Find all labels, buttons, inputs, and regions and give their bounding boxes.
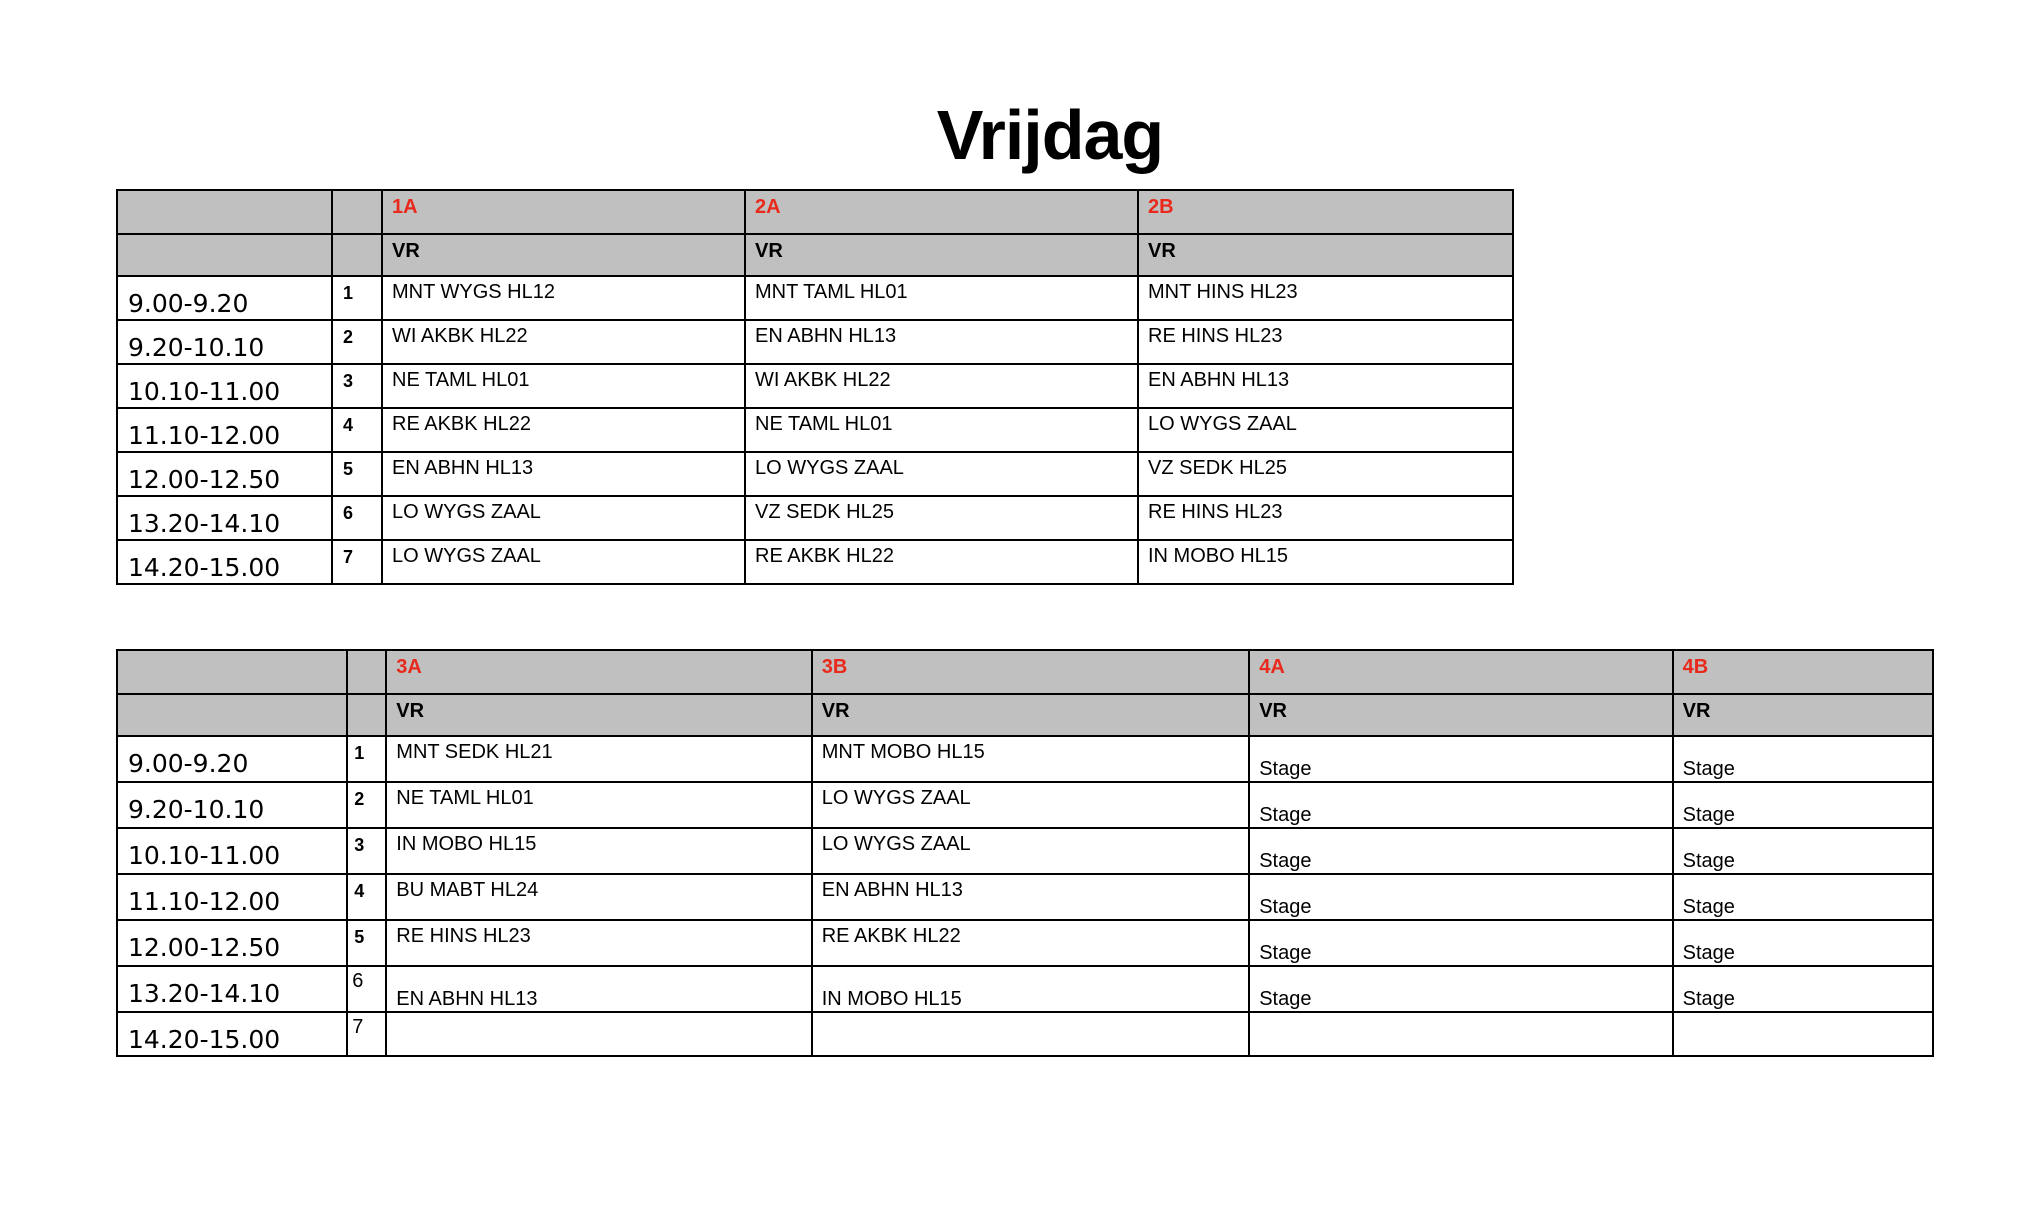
lesson-cell: LO WYGS ZAAL	[755, 457, 904, 479]
time-slot: 14.20-15.00	[128, 553, 281, 582]
lesson-cell: MNT WYGS HL12	[392, 281, 555, 303]
time-slot: 10.10-11.00	[128, 841, 281, 870]
lesson-cell: Stage	[1682, 804, 1735, 826]
subheader-label: VR	[1148, 240, 1176, 262]
time-slot: 10.10-11.00	[128, 377, 281, 406]
period-number: 1	[343, 283, 354, 303]
subheader-label: VR	[1682, 700, 1711, 722]
period-number: 4	[343, 415, 354, 435]
lesson-cell: MNT MOBO HL15	[821, 741, 985, 763]
lesson-cell: MNT SEDK HL21	[396, 741, 553, 763]
lesson-cell: BU MABT HL24	[396, 879, 539, 901]
time-slot: 9.00-9.20	[128, 749, 249, 778]
lesson-cell: Stage	[1259, 804, 1312, 826]
lesson-cell: RE AKBK HL22	[821, 925, 961, 947]
class-header-row	[117, 190, 1513, 234]
lesson-cell	[813, 1013, 1248, 1017]
time-slot: 9.20-10.10	[128, 795, 265, 824]
lesson-cell: EN ABHN HL13	[821, 879, 963, 901]
period-number: 7	[352, 1016, 364, 1038]
lesson-cell: IN MOBO HL15	[1148, 545, 1289, 567]
class-label: 4A	[1259, 656, 1285, 678]
page-title: Vrijdag	[936, 96, 1164, 174]
lesson-cell	[1674, 1013, 1932, 1017]
lesson-cell: MNT TAML HL01	[755, 281, 908, 303]
lesson-cell: Stage	[1259, 850, 1312, 872]
lesson-cell	[1250, 1013, 1671, 1017]
subheader-label: VR	[392, 240, 420, 262]
table-row	[117, 736, 1933, 782]
lesson-cell: VZ SEDK HL25	[1148, 457, 1287, 479]
subheader-label: VR	[755, 240, 783, 262]
table-row	[117, 966, 1933, 1012]
lesson-cell: NE TAML HL01	[396, 787, 534, 809]
lesson-cell: RE HINS HL23	[1148, 325, 1283, 347]
lesson-cell: LO WYGS ZAAL	[821, 787, 971, 809]
table-row	[117, 320, 1513, 364]
lesson-cell: IN MOBO HL15	[396, 833, 537, 855]
period-number: 7	[343, 547, 354, 567]
subheader-label: VR	[821, 700, 850, 722]
table-row	[117, 782, 1933, 828]
subheader-row	[117, 234, 1513, 276]
lesson-cell: Stage	[1259, 988, 1312, 1010]
class-label: 3A	[396, 656, 422, 678]
class-label: 4B	[1682, 656, 1709, 678]
subheader-label: VR	[396, 700, 425, 722]
lesson-cell: RE AKBK HL22	[392, 413, 531, 435]
table-row	[117, 874, 1933, 920]
lesson-cell: VZ SEDK HL25	[755, 501, 894, 523]
lesson-cell: Stage	[1682, 988, 1735, 1010]
time-slot: 13.20-14.10	[128, 509, 281, 538]
lesson-cell: Stage	[1682, 942, 1735, 964]
period-number: 6	[343, 503, 354, 523]
table-row	[117, 276, 1513, 320]
lesson-cell: LO WYGS ZAAL	[821, 833, 971, 855]
lesson-cell: EN ABHN HL13	[755, 325, 897, 347]
table-row	[117, 540, 1513, 584]
period-number: 4	[354, 881, 365, 901]
period-number: 3	[343, 371, 354, 391]
period-number: 1	[354, 743, 365, 763]
time-slot: 11.10-12.00	[128, 887, 281, 916]
table-row	[117, 1012, 1933, 1056]
lesson-cell: RE AKBK HL22	[755, 545, 894, 567]
time-slot: 11.10-12.00	[128, 421, 281, 450]
lesson-cell: Stage	[1682, 850, 1735, 872]
period-number: 6	[352, 970, 364, 992]
time-slot: 12.00-12.50	[128, 933, 281, 962]
lesson-cell: IN MOBO HL15	[821, 988, 962, 1010]
period-number: 5	[343, 459, 354, 479]
lesson-cell: LO WYGS ZAAL	[392, 501, 541, 523]
period-number: 3	[354, 835, 365, 855]
class-label: 2B	[1148, 196, 1174, 218]
class-header-row	[117, 650, 1933, 694]
time-slot: 9.20-10.10	[128, 333, 265, 362]
period-number: 2	[343, 327, 354, 347]
subheader-label: VR	[1259, 700, 1287, 722]
class-label: 1A	[392, 196, 418, 218]
table-row	[117, 408, 1513, 452]
class-label: 2A	[755, 196, 781, 218]
schedule-table-1	[116, 189, 1514, 585]
lesson-cell: EN ABHN HL13	[396, 988, 538, 1010]
lesson-cell: LO WYGS ZAAL	[1148, 413, 1297, 435]
time-slot: 13.20-14.10	[128, 979, 281, 1008]
lesson-cell: Stage	[1259, 896, 1312, 918]
lesson-cell: Stage	[1682, 896, 1735, 918]
lesson-cell: NE TAML HL01	[755, 413, 893, 435]
table-row	[117, 496, 1513, 540]
lesson-cell: NE TAML HL01	[392, 369, 530, 391]
lesson-cell: EN ABHN HL13	[1148, 369, 1290, 391]
subheader-row	[117, 694, 1933, 736]
lesson-cell: EN ABHN HL13	[392, 457, 534, 479]
table-row	[117, 452, 1513, 496]
lesson-cell: WI AKBK HL22	[755, 369, 891, 391]
time-slot: 14.20-15.00	[128, 1025, 281, 1054]
lesson-cell: MNT HINS HL23	[1148, 281, 1298, 303]
lesson-cell: WI AKBK HL22	[392, 325, 528, 347]
lesson-cell: Stage	[1682, 758, 1735, 780]
table-row	[117, 920, 1933, 966]
lesson-cell: RE HINS HL23	[396, 925, 531, 947]
time-slot: 9.00-9.20	[128, 289, 249, 318]
period-number: 5	[354, 927, 365, 947]
time-slot: 12.00-12.50	[128, 465, 281, 494]
table-row	[117, 828, 1933, 874]
table-row	[117, 364, 1513, 408]
lesson-cell: LO WYGS ZAAL	[392, 545, 541, 567]
schedule-table-2	[116, 649, 1934, 1057]
period-number: 2	[354, 789, 365, 809]
lesson-cell	[387, 1013, 810, 1017]
lesson-cell: Stage	[1259, 758, 1312, 780]
lesson-cell: Stage	[1259, 942, 1312, 964]
lesson-cell: RE HINS HL23	[1148, 501, 1283, 523]
class-label: 3B	[821, 656, 848, 678]
